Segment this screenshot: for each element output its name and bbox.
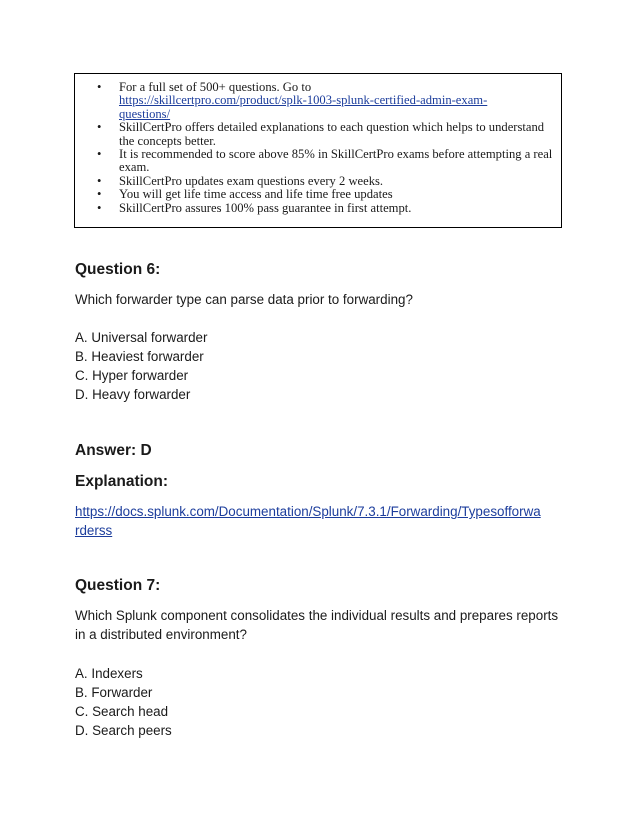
question-7-text: Which Splunk component consolidates the individual results and prepares reports in a distributed environment? bbox=[75, 608, 559, 642]
question-7-heading: Question 7: bbox=[75, 577, 161, 594]
list-item: • You will get life time access and life time free updates bbox=[97, 187, 393, 202]
bullet-icon: • bbox=[97, 187, 102, 202]
info-box bbox=[74, 73, 562, 228]
question-7-option-a: A. Indexers bbox=[75, 666, 143, 681]
info-list bbox=[97, 81, 553, 215]
list-item: • SkillCertPro offers detailed explanations to each question which helps to understand the concepts better. bbox=[97, 120, 545, 148]
bullet-icon: • bbox=[97, 80, 102, 94]
bullet-icon: • bbox=[97, 200, 102, 215]
bullet-icon: • bbox=[97, 147, 102, 162]
bullet-icon: • bbox=[97, 173, 102, 188]
answer-6: Answer: D bbox=[75, 442, 152, 459]
bullet-icon: • bbox=[97, 120, 102, 135]
skillcertpro-link[interactable]: https://skillcertpro.com/product/splk-1003-splunk-certified-admin-exam- questions/ bbox=[119, 93, 488, 121]
question-6-heading: Question 6: bbox=[75, 261, 161, 278]
question-6-option-a: A. Universal forwarder bbox=[75, 330, 208, 345]
explanation-heading: Explanation: bbox=[75, 473, 169, 490]
list-item: • SkillCertPro assures 100% pass guarantee in first attempt. bbox=[97, 200, 412, 215]
list-item: • It is recommended to score above 85% in SkillCertPro exams before attempting a real exam. bbox=[97, 147, 553, 175]
explanation-link[interactable]: https://docs.splunk.com/Documentation/Splunk/7.3.1/Forwarding/Typesofforwa rderss bbox=[75, 504, 541, 538]
question-7-option-b: B. Forwarder bbox=[75, 685, 153, 700]
list-item: • SkillCertPro updates exam questions every 2 weeks. bbox=[97, 173, 384, 188]
question-6-option-b: B. Heaviest forwarder bbox=[75, 349, 204, 364]
question-6-option-c: C. Hyper forwarder bbox=[75, 368, 189, 383]
list-item: • For a full set of 500+ questions. Go to https://skillcertpro.com/product/splk-1003-splunk-certified-admin-exam- questions/ bbox=[97, 80, 488, 121]
question-6-option-d: D. Heavy forwarder bbox=[75, 387, 191, 402]
question-7-option-c: C. Search head bbox=[75, 704, 169, 719]
question-7-option-d: D. Search peers bbox=[75, 723, 172, 738]
question-6-text: Which forwarder type can parse data prior to forwarding? bbox=[75, 292, 413, 307]
